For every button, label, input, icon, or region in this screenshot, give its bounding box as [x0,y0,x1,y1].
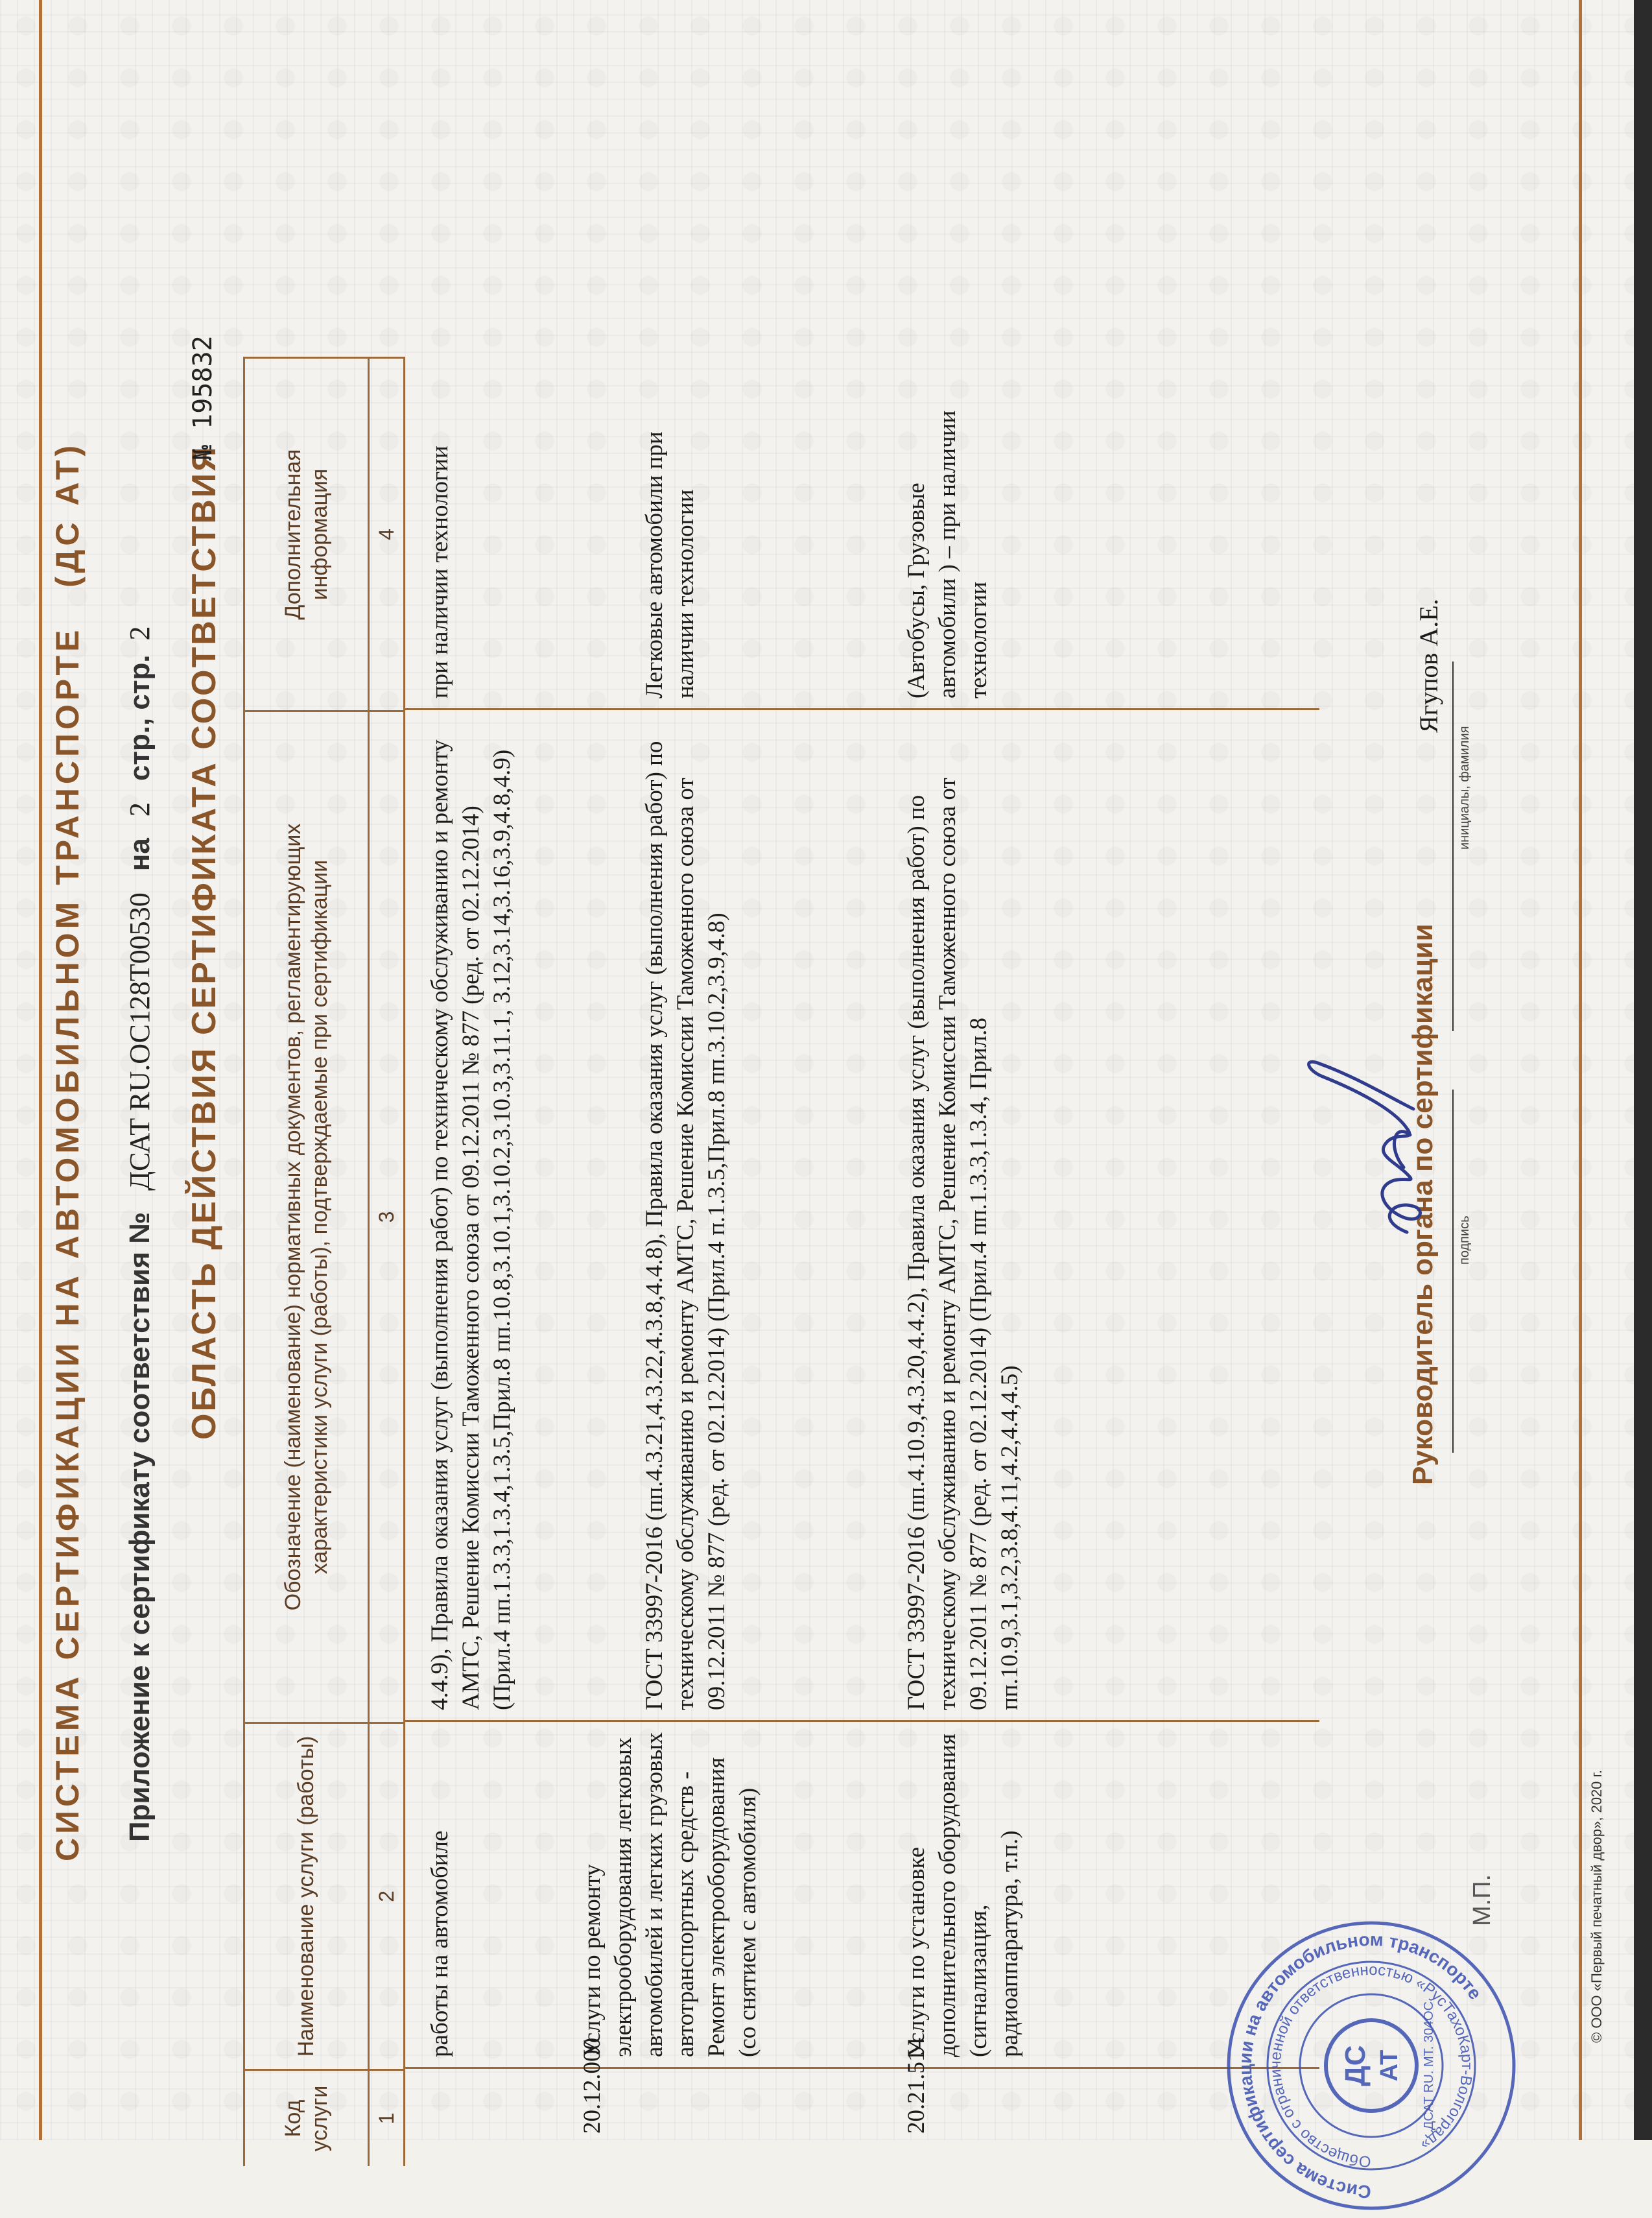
row-documents: ГОСТ 33997-2016 (пп.4.10.9,4.3.20,4.4.2), Правила оказания услуг (выполнения работ) по техническому обслуживанию и ремонту АМТС, Решение Комиссии Таможенного союза от 09.12.2011 № 877 (ред. от 02.12.2014) (Прил.4 пп.1.3.3,1.3.4, Прил.8 пп.10.9,3.1,3.2,3.8,4.11,4.2,4.4,4.5) [903,778,1023,1710]
appendix-prefix: Приложение к сертификату соответствия № [124,1211,156,1842]
row-documents: 4.4.9), Правила оказания услуг (выполнения работ) по техническому обслуживанию и ремонту АМТС, Решение Комиссии Таможенного союза от 09.12.2011 № 877 (ред. от 02.12.2014) (Прил.4 пп.1.3.3,1.3.4,1.3.5,Прил.8 пп.10.8,3.10.1,3.10.2,3.10.3,3.11.1, 3.12,3.14,3.16,3.9,4.8,4.9) [427,739,515,1710]
stamp-inner-text: Общество с ограниченной ответственностью «РусТахоКарт-Волгоград» [1266,1961,1476,2171]
column-number-1: 1 [370,2069,405,2166]
row-code: 20.12.000 [579,2038,606,2134]
column-divider [405,708,1319,710]
stamp-center-bottom: АТ [1376,2049,1403,2082]
stamp-registration: ДСАТ RU. МТ. 304ОС [1422,2001,1436,2130]
appendix-line [123,626,156,1842]
column-number-3: 3 [370,710,405,1722]
stamp-outer-text: Система сертификации на автомобильном транспорте [1234,1929,1486,2202]
header-additional-info: Дополнительная информация [243,357,370,710]
total-pages: 2 [124,802,156,817]
header-service-name: Наименование услуги (работы) [243,1722,370,2069]
on-word: на [124,838,156,872]
form-number: № 195832 [188,335,218,460]
row-documents: ГОСТ 33997-2016 (пп.4.3.21,4.3.22,4.3.8,4.4.8), Правила оказания услуг (выполнения работ) по техническому обслуживанию и ремонту АМТС, Решение Комиссии Таможенного союза от 09.12.2011 № 877 (ред. от 02.12.2014) (Прил.4 п.1.3.5,Прил.8 пп.3.10.2,3.9,4.8) [641,741,730,1710]
row-service-name: Услуги по ремонту электрооборудования легковых автомобилей и легких грузовых автотранспортных средств - Ремонт электрооборудования (со снятием с автомобиля) [579,1732,761,2057]
pages-word: стр., стр. [124,654,156,781]
column-number-4: 4 [370,357,405,710]
certificate-ref: ДСАТ RU.ОС128Т00530 [124,892,156,1191]
page-number: 2 [124,626,156,641]
signature-line [1452,1090,1454,1453]
official-seal [1219,1913,1524,2218]
row-additional-info: (Автобусы, Грузовые автомобили ) – при наличии технологии [903,410,992,698]
system-title-text: СИСТЕМА СЕРТИФИКАЦИИ НА АВТОМОБИЛЬНОМ ТРАНСПОРТЕ [49,626,86,1861]
handwritten-signature [1297,1038,1433,1245]
header-code: Код услуги [243,2069,370,2166]
row-code: 20.21.514 [903,2038,930,2134]
signatory-title: Руководитель органа по сертификации [1407,924,1439,1485]
system-title [49,442,86,1861]
stamp-center-top: ДС [1339,2045,1371,2086]
system-abbr: (ДС АТ) [49,441,86,588]
scope-table [243,0,1319,2152]
row-additional-info: Легковые автомобили при наличии технологии [641,431,699,698]
signature-caption: подпись [1457,1215,1472,1265]
row-additional-info: при наличии технологии [427,446,453,698]
printer-note: © ООО «Первый печатный двор», 2020 г. [1588,1770,1605,2043]
column-number-2: 2 [370,1722,405,2069]
column-divider [405,2067,1319,2069]
header-documents: Обозначение (наименование) нормативных документов, регламентирующих характеристики услуги (работы), подтверждаемые при сертификации [243,710,370,1722]
scope-title: ОБЛАСТЬ ДЕЙСТВИЯ СЕРТИФИКАТА СООТВЕТСТВИЯ [185,445,223,1440]
column-divider [405,1720,1319,1722]
row-service-name: Услуги по установке дополнительного оборудования (сигнализация, радиоаппаратура, т.п.) [903,1734,1023,2057]
name-caption: инициалы, фамилия [1457,726,1472,850]
seal-mark: М.П. [1469,1874,1496,1926]
signatory-name: Ягупов А.Е. [1414,599,1443,733]
name-line [1452,662,1454,1031]
row-service-name: работы на автомобиле [427,1830,453,2057]
